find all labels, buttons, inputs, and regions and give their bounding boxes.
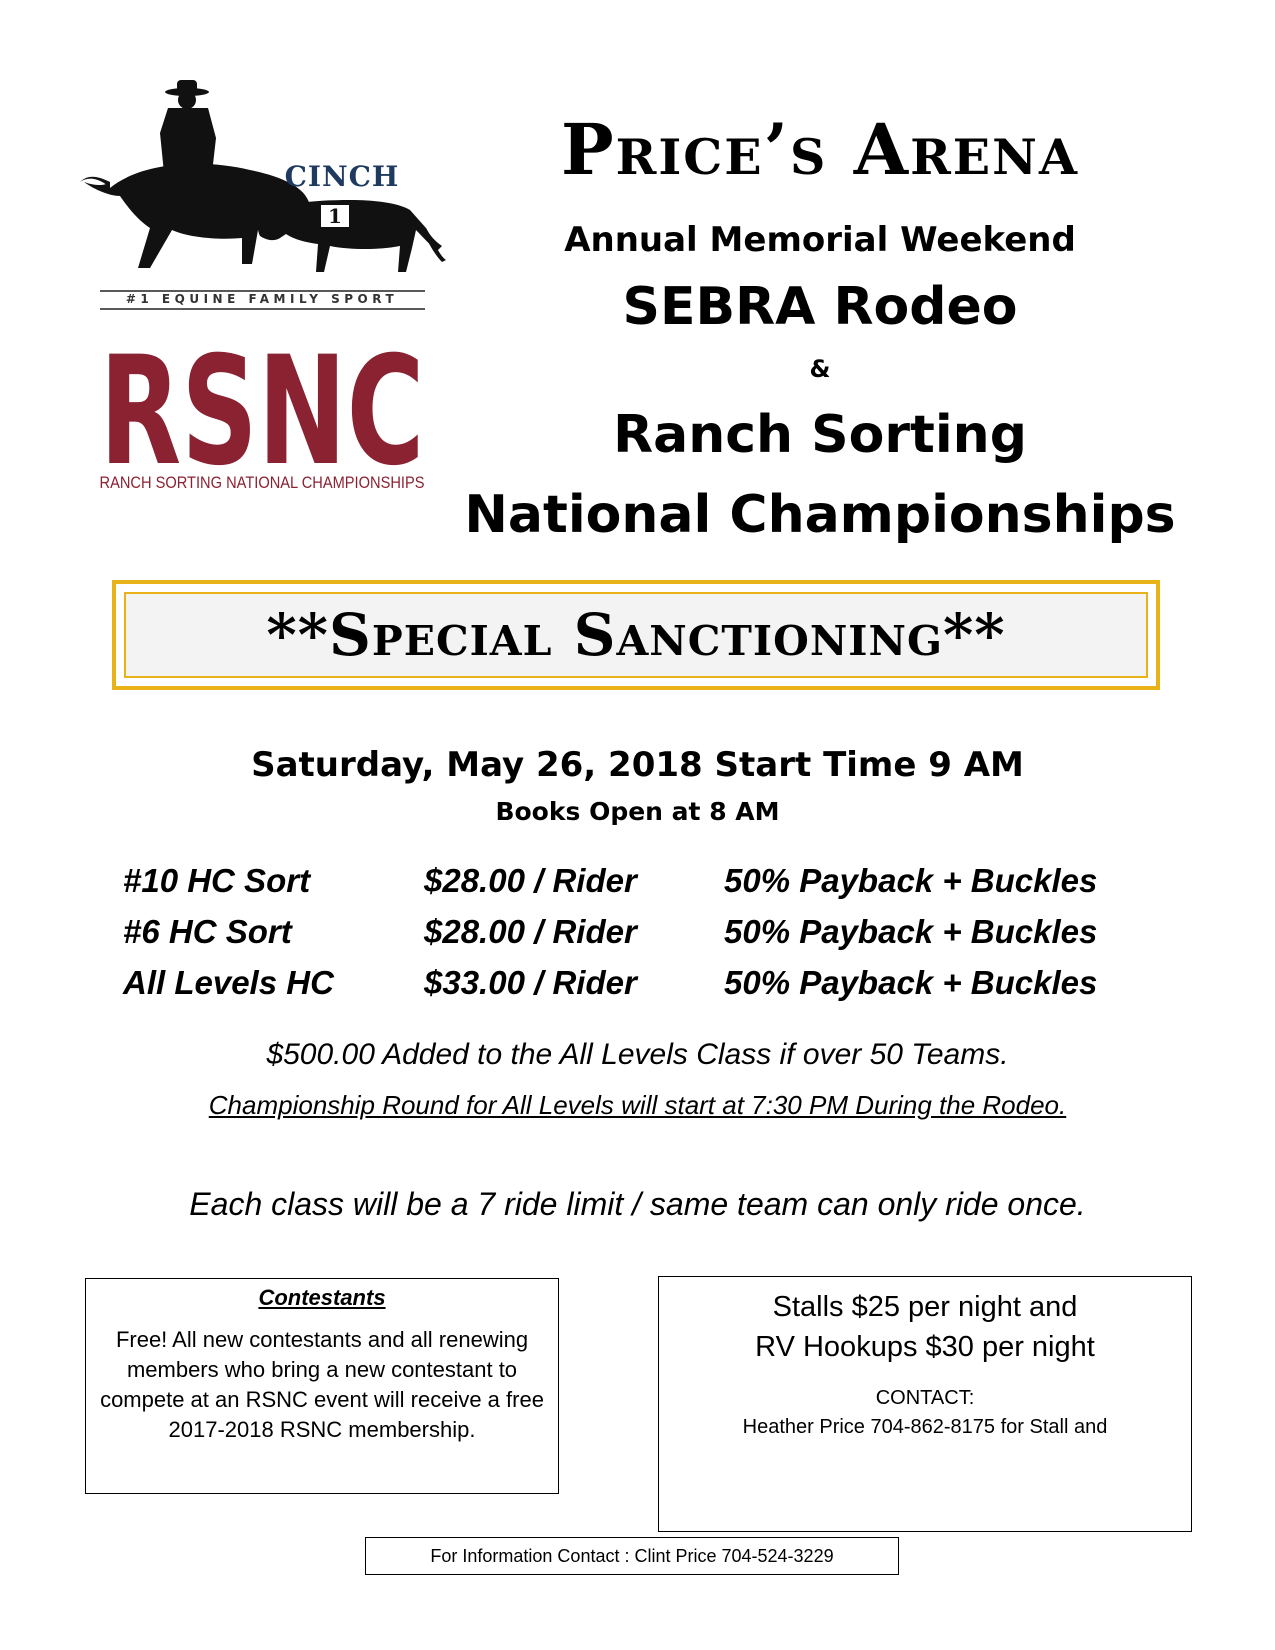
ride-limit-note: Each class will be a 7 ride limit / same team can only ride once. xyxy=(189,1186,1086,1222)
championship-note: Championship Round for All Levels will start at 7:30 PM During the Rodeo. xyxy=(208,1090,1067,1120)
contestants-line: 2017-2018 RSNC membership. xyxy=(168,1417,476,1442)
event-date: Saturday, May 26, 2018 Start Time 9 AM xyxy=(251,745,1024,785)
class-fee: $33.00 / Rider xyxy=(424,964,637,1001)
special-sanctioning-banner xyxy=(112,580,1160,690)
rsnc-logo xyxy=(80,78,480,518)
subtitle-sebra: SEBRA Rodeo xyxy=(622,277,1018,337)
contact-label: CONTACT: xyxy=(875,1387,975,1409)
class-name: #6 HC Sort xyxy=(123,913,292,950)
class-fee: $28.00 / Rider xyxy=(424,862,637,899)
contestants-line: Free! All new contestants and all renewing xyxy=(115,1327,529,1352)
contestants-line: members who bring a new contestant to xyxy=(126,1357,518,1382)
contestants-heading: Contestants xyxy=(258,1285,386,1310)
contestants-line: compete at an RSNC event will receive a free xyxy=(100,1387,544,1412)
stalls-box xyxy=(658,1276,1192,1532)
page-title: Price’s Arena xyxy=(561,108,1079,191)
subtitle-annual: Annual Memorial Weekend xyxy=(564,220,1076,260)
class-name: #10 HC Sort xyxy=(123,862,311,899)
info-contact-text: For Information Contact : Clint Price 704-524-3229 xyxy=(430,1545,834,1566)
class-payout: 50% Payback + Buckles xyxy=(724,913,1098,950)
added-money-note: $500.00 Added to the All Levels Class if over 50 Teams. xyxy=(266,1038,1009,1071)
banner-inner xyxy=(124,592,1148,678)
calf-number-tag xyxy=(320,204,350,228)
tagline: #1 EQUINE FAMILY SPORT xyxy=(125,292,399,306)
contestants-box xyxy=(85,1278,559,1494)
rv-hookups-price: RV Hookups $30 per night xyxy=(755,1331,1095,1363)
class-payout: 50% Payback + Buckles xyxy=(724,964,1098,1001)
calf-number: 1 xyxy=(328,204,342,228)
horse-rider-silhouette-icon xyxy=(80,80,316,268)
calf-silhouette-icon xyxy=(258,200,446,272)
stall-contact: Heather Price 704-862-8175 for Stall and xyxy=(742,1416,1108,1438)
subtitle-national: National Championships xyxy=(464,485,1176,545)
rsnc-acronym: RSNC xyxy=(99,325,425,499)
subtitle-ranch-sorting: Ranch Sorting xyxy=(613,405,1027,465)
class-row xyxy=(0,964,1275,1014)
class-name: All Levels HC xyxy=(123,964,334,1001)
banner-text: **Special Sanctioning** xyxy=(266,601,1006,669)
contestants-body xyxy=(90,1325,554,1445)
class-fee: $28.00 / Rider xyxy=(424,913,637,950)
class-payout: 50% Payback + Buckles xyxy=(724,862,1098,899)
class-row xyxy=(0,913,1275,963)
cinch-brand: CINCH xyxy=(284,160,400,193)
class-row xyxy=(0,862,1275,912)
info-contact-box xyxy=(365,1537,899,1575)
books-open: Books Open at 8 AM xyxy=(495,797,780,826)
stalls-price: Stalls $25 per night and xyxy=(772,1291,1078,1323)
subtitle-ampersand: & xyxy=(809,355,831,383)
rsnc-fullname: RANCH SORTING NATIONAL CHAMPIONSHIPS xyxy=(99,473,425,492)
